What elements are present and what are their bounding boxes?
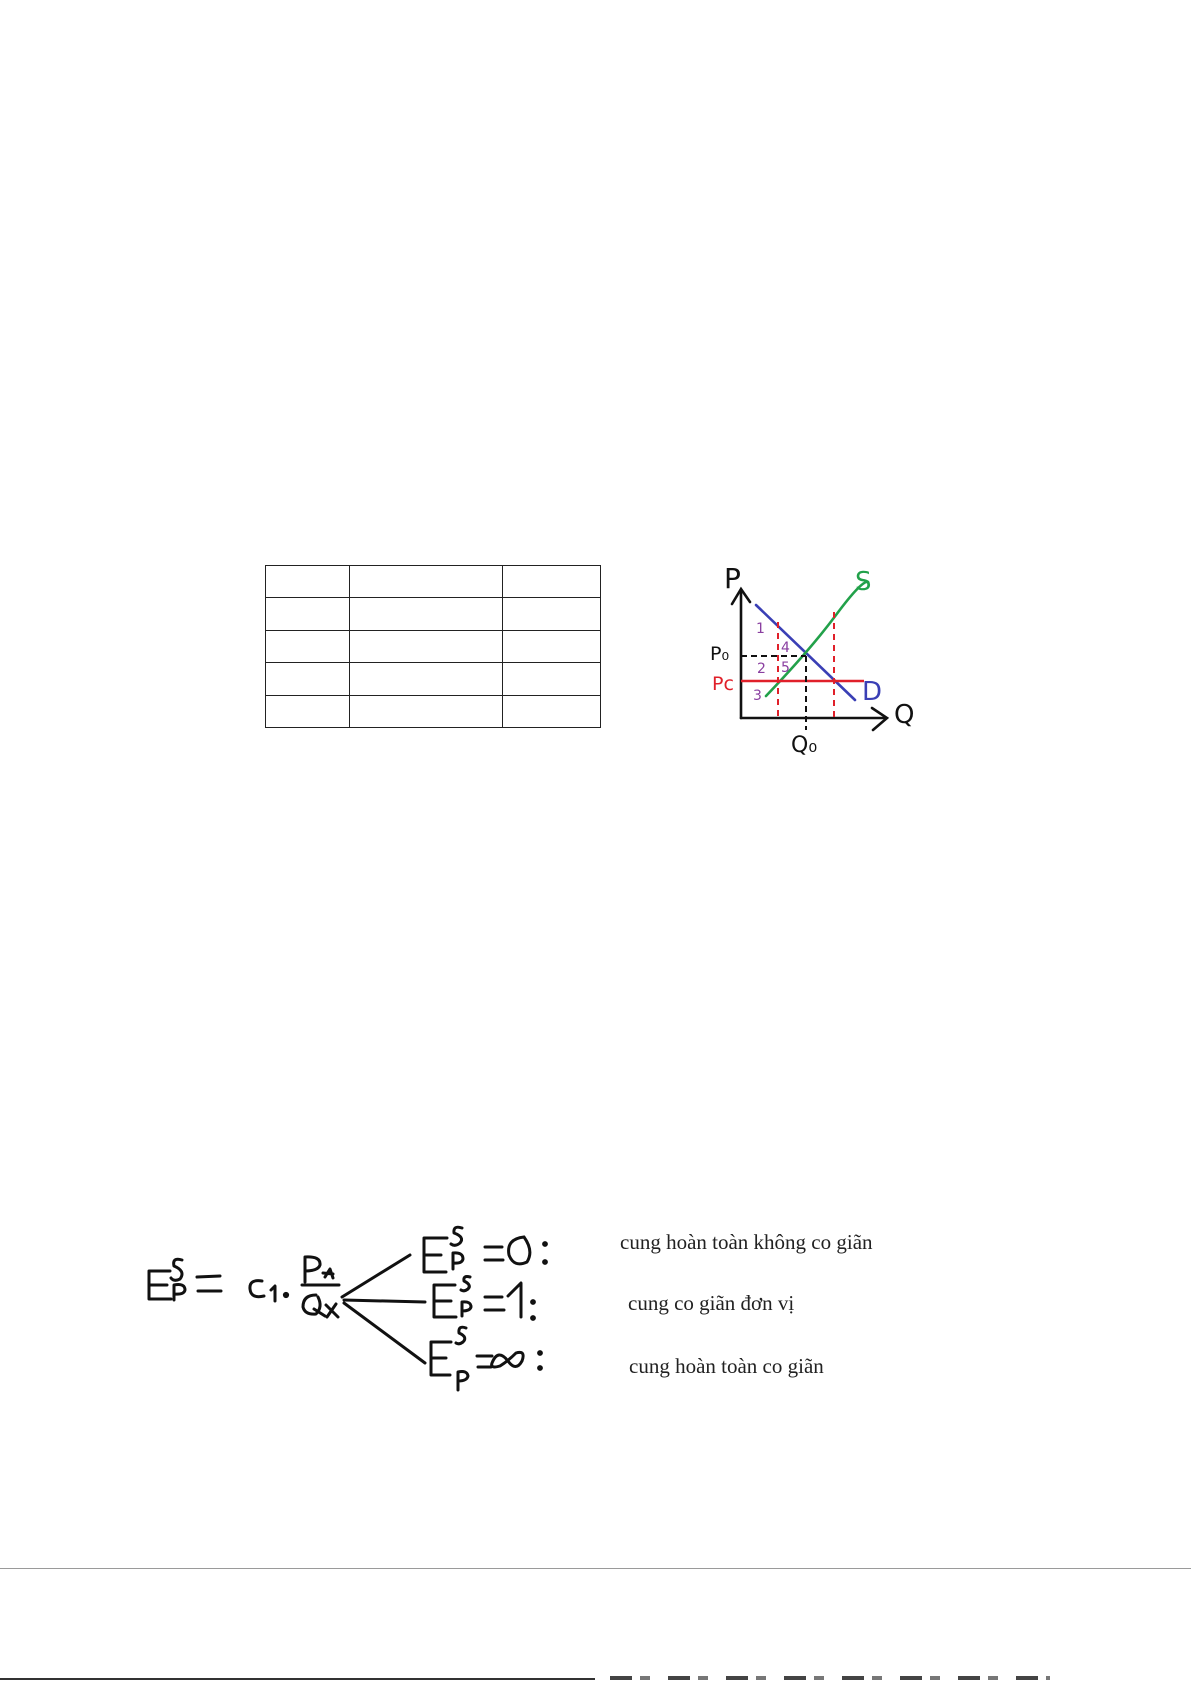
table-cell xyxy=(266,663,350,695)
table-row xyxy=(266,598,601,630)
case3-s-superscript xyxy=(456,1327,466,1344)
q-letter xyxy=(303,1295,325,1316)
p-letter xyxy=(305,1257,320,1282)
page-bottom-cutoff-text xyxy=(610,1676,1050,1680)
table-cell xyxy=(503,695,601,727)
case2-colon-dot-bottom xyxy=(532,1317,535,1320)
case1-description: cung hoàn toàn không co giãn xyxy=(620,1230,873,1254)
lhs-p-subscript xyxy=(174,1285,185,1300)
supply-demand-graph xyxy=(700,560,930,760)
table-cell xyxy=(503,663,601,695)
table-row xyxy=(266,630,601,662)
case1-s-superscript xyxy=(451,1227,462,1245)
case1-e-letter xyxy=(424,1238,447,1272)
case3-equals xyxy=(477,1356,492,1367)
branch-line-upper xyxy=(342,1255,410,1297)
table-cell xyxy=(503,566,601,598)
case3-p-subscript xyxy=(458,1372,468,1391)
table-cell xyxy=(350,663,503,695)
pc-label: Pc xyxy=(712,673,734,695)
area-label-5: 5 xyxy=(781,660,790,676)
table-cell xyxy=(266,598,350,630)
table-row xyxy=(266,663,601,695)
case1-equals xyxy=(485,1247,503,1260)
case1-colon-dot-top xyxy=(544,1243,547,1246)
case1-zero xyxy=(509,1237,530,1264)
axis-p-label: P xyxy=(724,562,741,595)
case2-equals xyxy=(485,1297,504,1310)
case1-colon-dot-bottom xyxy=(544,1261,547,1264)
table-cell xyxy=(266,566,350,598)
branch-line-lower xyxy=(344,1303,425,1363)
table-cell xyxy=(503,630,601,662)
table-row xyxy=(266,695,601,727)
c-letter xyxy=(250,1281,264,1297)
case2-s-superscript xyxy=(461,1277,470,1291)
table-cell xyxy=(266,630,350,662)
table-cell xyxy=(266,695,350,727)
elasticity-formula xyxy=(140,1205,600,1405)
supply-label: S xyxy=(855,567,872,597)
subscript-1 xyxy=(271,1286,275,1301)
case3-colon-dot-bottom xyxy=(539,1367,542,1370)
table-cell xyxy=(350,630,503,662)
case2-one xyxy=(508,1283,521,1317)
p0-label: P₀ xyxy=(710,643,730,665)
table-cell xyxy=(350,695,503,727)
demand-label: D xyxy=(862,677,883,707)
case2-colon-dot-top xyxy=(532,1301,535,1304)
area-label-3: 3 xyxy=(753,688,762,704)
area-label-1: 1 xyxy=(756,621,765,637)
case2-description: cung co giãn đơn vị xyxy=(628,1291,795,1315)
case2-e-letter xyxy=(434,1285,456,1317)
case3-description: cung hoàn toàn co giãn xyxy=(629,1354,824,1378)
case3-e-letter xyxy=(431,1342,451,1375)
case3-infinity xyxy=(492,1352,523,1367)
table-cell xyxy=(350,598,503,630)
lhs-equals-sign xyxy=(197,1276,221,1291)
empty-table xyxy=(265,565,601,728)
q0-label: Q₀ xyxy=(791,733,818,758)
case2-p-subscript xyxy=(462,1302,471,1316)
case3-colon-dot-top xyxy=(539,1352,542,1355)
table-cell xyxy=(503,598,601,630)
area-label-2: 2 xyxy=(757,661,766,677)
case1-p-subscript xyxy=(453,1253,463,1269)
footer-rule xyxy=(0,1568,1191,1569)
x-subscript-top xyxy=(323,1269,333,1278)
table-cell xyxy=(350,566,503,598)
branch-line-middle xyxy=(344,1300,425,1302)
supply-curve xyxy=(766,582,868,696)
area-label-4: 4 xyxy=(781,640,790,656)
x-letter-bottom xyxy=(326,1304,338,1317)
graph-axes xyxy=(732,589,887,730)
lhs-s-superscript xyxy=(171,1259,182,1280)
lhs-e-letter xyxy=(149,1271,171,1299)
page-bottom-bar xyxy=(0,1678,595,1680)
axis-q-label: Q xyxy=(894,700,915,730)
multiply-dot xyxy=(284,1293,287,1296)
table-row xyxy=(266,566,601,598)
